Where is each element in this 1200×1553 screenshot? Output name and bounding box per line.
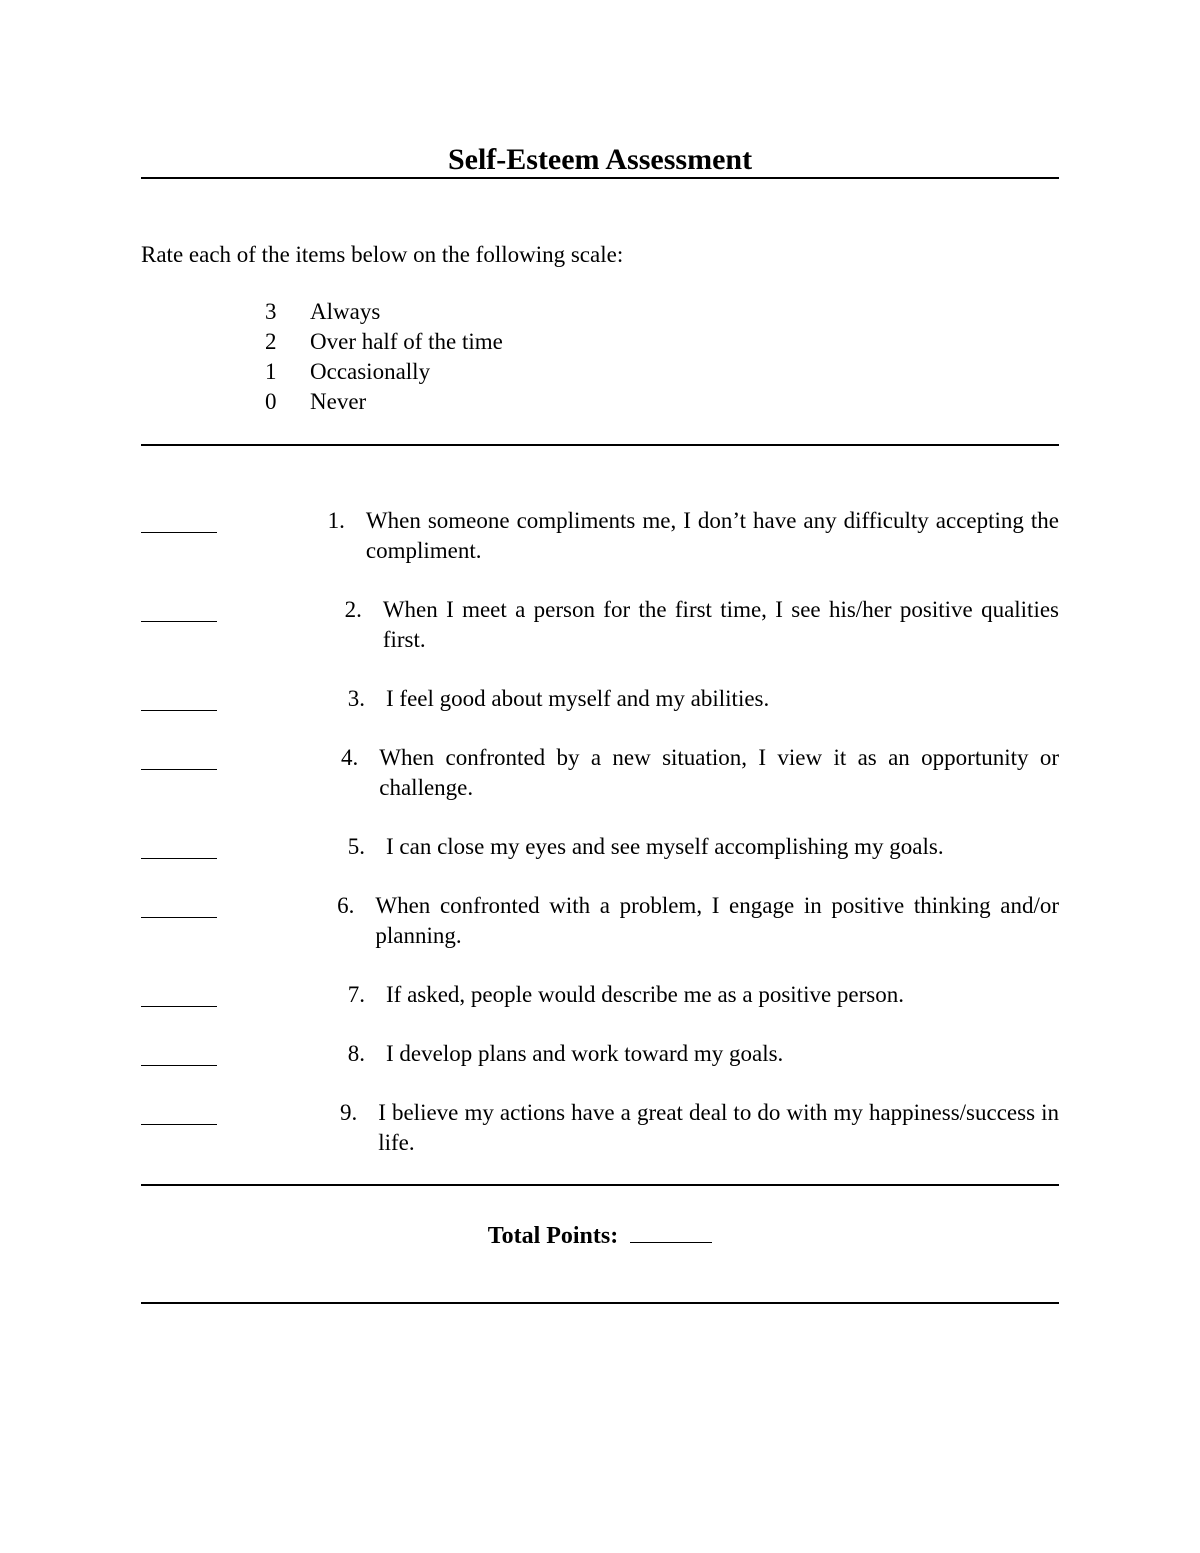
scale-value: 1 (265, 359, 277, 384)
scale-row (265, 357, 503, 387)
item-text: When confronted with a problem, I engage in positive thinking and/or planning. (375, 893, 1059, 948)
score-blank[interactable] (141, 832, 217, 862)
scale-label: Never (310, 389, 367, 414)
scale-label: Occasionally (310, 359, 431, 384)
score-blank[interactable] (141, 595, 217, 625)
assessment-item (141, 1039, 1059, 1069)
items-divider (141, 1184, 1059, 1186)
item-number: 9. (339, 1100, 358, 1125)
score-blank[interactable] (141, 1098, 217, 1128)
item-number: 1. (327, 508, 345, 533)
total-label: Total Points: (487, 1223, 619, 1249)
item-number: 4. (341, 745, 359, 770)
scale-row (265, 297, 503, 327)
page-title: Self-Esteem Assessment (447, 143, 753, 176)
scale-value: 2 (265, 329, 277, 354)
item-number: 7. (347, 982, 365, 1007)
item-text: I feel good about myself and my abilities. (386, 686, 770, 711)
item-text: When someone compliments me, I don’t have any difficulty accepting the compliment. (365, 508, 1059, 563)
item-number: 8. (347, 1041, 365, 1066)
scale-label: Over half of the time (310, 329, 503, 354)
assessment-item (141, 743, 1059, 803)
item-number: 2. (344, 597, 362, 622)
item-number: 6. (337, 893, 355, 918)
title-divider (141, 177, 1059, 179)
score-blank[interactable] (141, 1039, 217, 1069)
scale-value: 3 (265, 299, 277, 324)
assessment-item (141, 1098, 1059, 1158)
total-points (141, 1218, 1059, 1252)
assessment-item (141, 891, 1059, 951)
scale-label: Always (310, 299, 381, 324)
total-blank[interactable] (630, 1218, 712, 1243)
item-text: I can close my eyes and see myself accomplishing my goals. (386, 834, 944, 859)
item-number: 3. (347, 686, 365, 711)
assessment-item (141, 684, 1059, 714)
scale-value: 0 (265, 389, 277, 414)
item-number: 5. (347, 834, 365, 859)
score-blank[interactable] (141, 891, 217, 921)
item-text: When confronted by a new situation, I view it as an opportunity or challenge. (379, 745, 1059, 800)
item-text: If asked, people would describe me as a positive person. (386, 982, 904, 1007)
assessment-items (141, 506, 1059, 1187)
item-text: I develop plans and work toward my goals. (386, 1041, 784, 1066)
score-blank[interactable] (141, 980, 217, 1010)
item-text: When I meet a person for the first time, I see his/her positive qualities first. (382, 597, 1059, 652)
scale-row (265, 387, 503, 417)
score-blank[interactable] (141, 684, 217, 714)
assessment-item (141, 506, 1059, 566)
assessment-item (141, 595, 1059, 655)
assessment-page (141, 0, 1059, 1553)
assessment-item (141, 832, 1059, 862)
assessment-item (141, 980, 1059, 1010)
rating-scale (265, 297, 503, 417)
score-blank[interactable] (141, 506, 217, 536)
score-blank[interactable] (141, 743, 217, 773)
item-text: I believe my actions have a great deal to do with my happiness/success in life. (378, 1100, 1059, 1155)
instructions-text: Rate each of the items below on the following scale: (141, 242, 624, 267)
scale-divider (141, 444, 1059, 446)
scale-row (265, 327, 503, 357)
bottom-divider (141, 1302, 1059, 1304)
